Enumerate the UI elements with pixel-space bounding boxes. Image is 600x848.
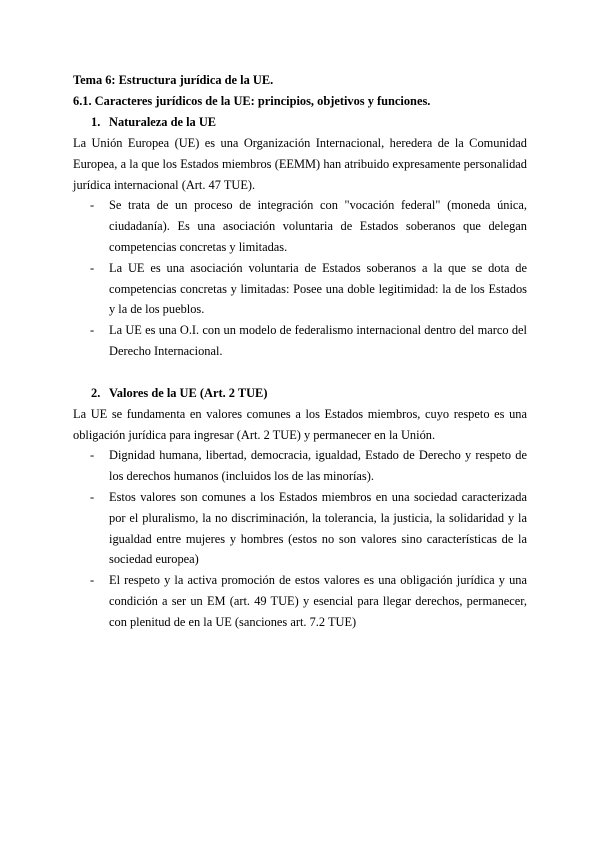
list-item-text: La UE es una O.I. con un modelo de federalismo internacional dentro del marco del Derecho Internacional. (109, 323, 527, 358)
list-item-text: Estos valores son comunes a los Estados miembros en una sociedad caracterizada por el pluralismo, la no discriminación, la tolerancia, la justicia, la solidaridad y la igualdad entre mujeres y hombres (estos no son valores sino características de la sociedad europea) (109, 489, 527, 567)
dash-bullet: - (90, 573, 95, 588)
section-1-list (73, 195, 527, 361)
section-1-paragraph: La Unión Europea (UE) es una Organización Internacional, heredera de la Comunidad Europea, a la que los Estados miembros (EEMM) han atribuido expresamente personalidad jurídica internacional (Art. 47 TUE). (73, 136, 527, 192)
section-1-number: 1. (91, 115, 101, 129)
list-item-text: El respeto y la activa promoción de estos valores es una obligación jurídica y una condición a ser un EM (art. 49 TUE) y esencial para llegar derechos, permanecer, con plenitud de en la UE (sanciones art. 7.2 TUE) (109, 573, 527, 629)
dash-bullet: - (90, 448, 95, 463)
spacer (73, 362, 527, 383)
list-item-text: La UE es una asociación voluntaria de Estados soberanos a la que se dota de competencias concretas y limitadas: Posee una doble legitimidad: la de los Estados y la de los pueblos. (109, 260, 527, 317)
list-item (73, 445, 527, 487)
dash-bullet: - (90, 489, 95, 504)
list-item-text: Dignidad humana, libertad, democracia, igualdad, Estado de Derecho y respeto de los derechos humanos (incluidos los de las minorías). (109, 448, 527, 484)
list-item (73, 320, 527, 362)
list-item (73, 195, 527, 257)
list-item-text: Se trata de un proceso de integración con "vocación federal" (moneda única, ciudadanía). Es una asociación voluntaria de Estados soberanos que delegan competencias concretas y limitadas. (109, 198, 527, 254)
section-1-heading-text: Naturaleza de la UE (109, 115, 217, 129)
dash-bullet: - (90, 260, 95, 275)
section-1-heading (73, 112, 527, 133)
section-2-heading-text: Valores de la UE (Art. 2 TUE) (109, 385, 268, 400)
list-item (73, 487, 527, 570)
section-2-list (73, 445, 527, 632)
section-2-heading (73, 383, 527, 404)
dash-bullet: - (90, 198, 95, 213)
document-title: Tema 6: Estructura jurídica de la UE. (73, 73, 274, 87)
section-2-paragraph: La UE se fundamenta en valores comunes a los Estados miembros, cuyo respeto es una obligación jurídica para ingresar (Art. 2 TUE) y permanecer en la Unión. (73, 406, 527, 442)
document-page (73, 70, 527, 633)
section-subtitle: 6.1. Caracteres jurídicos de la UE: principios, objetivos y funciones. (73, 94, 431, 108)
list-item (73, 258, 527, 320)
section-2-number: 2. (91, 385, 101, 400)
dash-bullet: - (90, 323, 95, 338)
list-item (73, 570, 527, 632)
